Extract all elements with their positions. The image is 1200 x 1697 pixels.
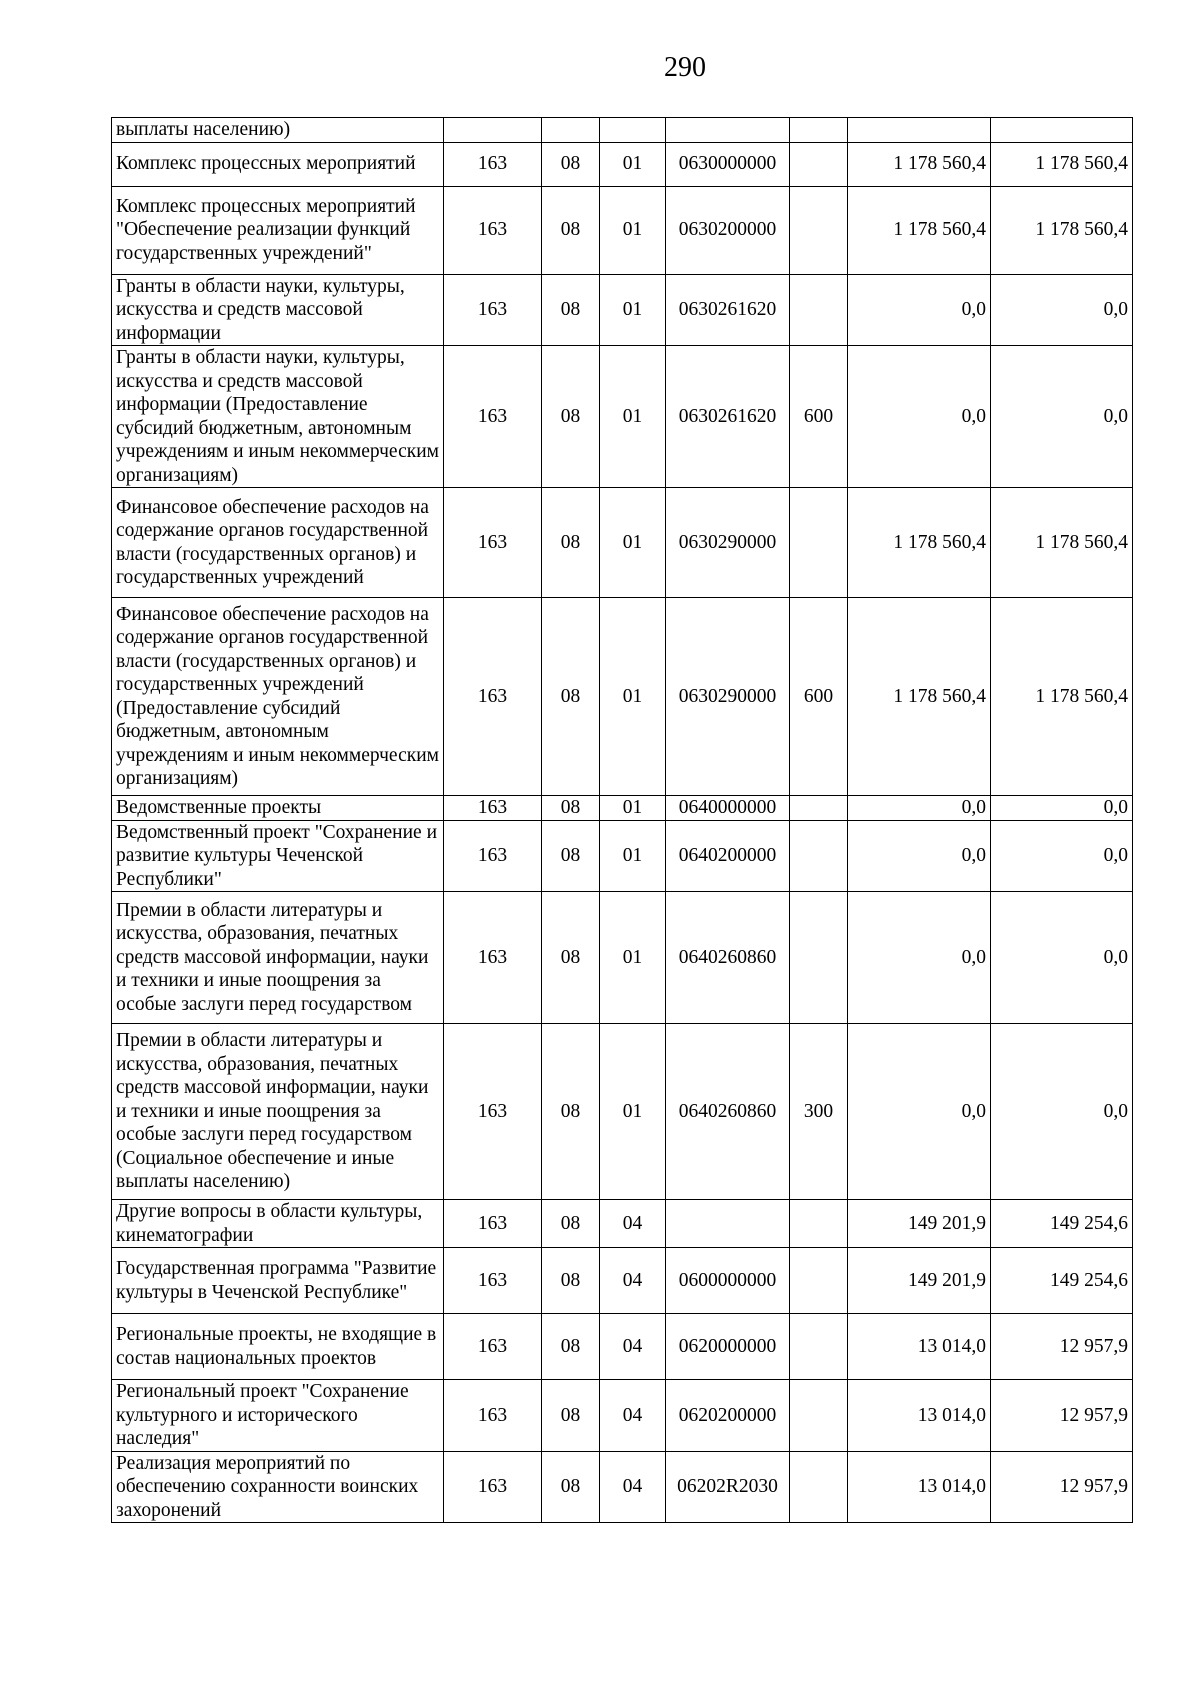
target-article-cell: 0620200000	[666, 1380, 790, 1452]
subsection-cell: 04	[600, 1200, 666, 1248]
subsection-cell: 01	[600, 820, 666, 892]
target-article-cell: 0630290000	[666, 488, 790, 598]
row-name-cell: Ведомственный проект "Сохранение и развитие культуры Чеченской Республики"	[112, 820, 444, 892]
grbs-cell: 163	[444, 1451, 542, 1523]
amount-year1-cell: 0,0	[848, 892, 991, 1024]
section-cell: 08	[542, 488, 600, 598]
amount-year1-cell: 149 201,9	[848, 1248, 991, 1314]
expense-type-cell	[790, 488, 848, 598]
table-row	[112, 1380, 1133, 1452]
section-cell: 08	[542, 1248, 600, 1314]
table-row	[112, 598, 1133, 796]
table-row	[112, 820, 1133, 892]
table-row	[112, 1451, 1133, 1523]
amount-year2-cell: 12 957,9	[991, 1451, 1133, 1523]
section-cell: 08	[542, 186, 600, 274]
expense-type-cell	[790, 796, 848, 821]
amount-year2-cell: 0,0	[991, 820, 1133, 892]
amount-year2-cell: 0,0	[991, 274, 1133, 346]
table-row	[112, 796, 1133, 821]
amount-year2-cell: 12 957,9	[991, 1380, 1133, 1452]
subsection-cell: 01	[600, 892, 666, 1024]
section-cell	[542, 118, 600, 143]
grbs-cell: 163	[444, 488, 542, 598]
amount-year2-cell: 1 178 560,4	[991, 186, 1133, 274]
table-row	[112, 346, 1133, 488]
section-cell: 08	[542, 1451, 600, 1523]
row-name-cell: Государственная программа "Развитие культуры в Чеченской Республике"	[112, 1248, 444, 1314]
amount-year1-cell: 0,0	[848, 796, 991, 821]
row-name-cell: Другие вопросы в области культуры, кинематографии	[112, 1200, 444, 1248]
budget-table	[111, 117, 1133, 1523]
row-name-cell: Финансовое обеспечение расходов на содержание органов государственной власти (государственных органов) и государственных учреждений (Предоставление субсидий бюджетным, автономным учреждениям и иным некоммерческим организациям)	[112, 598, 444, 796]
expense-type-cell	[790, 1314, 848, 1380]
grbs-cell: 163	[444, 186, 542, 274]
target-article-cell: 0630261620	[666, 346, 790, 488]
target-article-cell: 06202R2030	[666, 1451, 790, 1523]
expense-type-cell	[790, 892, 848, 1024]
target-article-cell: 0640260860	[666, 1024, 790, 1200]
subsection-cell: 01	[600, 346, 666, 488]
amount-year1-cell: 0,0	[848, 820, 991, 892]
amount-year1-cell: 13 014,0	[848, 1314, 991, 1380]
amount-year1-cell: 1 178 560,4	[848, 142, 991, 186]
target-article-cell: 0620000000	[666, 1314, 790, 1380]
subsection-cell: 01	[600, 186, 666, 274]
section-cell: 08	[542, 598, 600, 796]
row-name-cell: Региональные проекты, не входящие в состав национальных проектов	[112, 1314, 444, 1380]
subsection-cell: 04	[600, 1380, 666, 1452]
target-article-cell: 0600000000	[666, 1248, 790, 1314]
target-article-cell: 0640260860	[666, 892, 790, 1024]
target-article-cell	[666, 1200, 790, 1248]
amount-year1-cell: 13 014,0	[848, 1380, 991, 1452]
amount-year2-cell: 0,0	[991, 1024, 1133, 1200]
table-row	[112, 118, 1133, 143]
grbs-cell: 163	[444, 346, 542, 488]
subsection-cell: 01	[600, 598, 666, 796]
expense-type-cell	[790, 1248, 848, 1314]
row-name-cell: Региональный проект "Сохранение культурного и исторического наследия"	[112, 1380, 444, 1452]
amount-year2-cell	[991, 118, 1133, 143]
grbs-cell: 163	[444, 1200, 542, 1248]
table-row	[112, 1314, 1133, 1380]
expense-type-cell: 600	[790, 346, 848, 488]
expense-type-cell	[790, 118, 848, 143]
amount-year1-cell: 0,0	[848, 346, 991, 488]
target-article-cell: 0630000000	[666, 142, 790, 186]
page-number: 290	[664, 52, 706, 83]
expense-type-cell	[790, 1200, 848, 1248]
target-article-cell: 0640000000	[666, 796, 790, 821]
section-cell: 08	[542, 142, 600, 186]
row-name-cell: Реализация мероприятий по обеспечению сохранности воинских захоронений	[112, 1451, 444, 1523]
amount-year1-cell: 0,0	[848, 1024, 991, 1200]
row-name-cell: Ведомственные проекты	[112, 796, 444, 821]
amount-year2-cell: 1 178 560,4	[991, 488, 1133, 598]
amount-year2-cell: 0,0	[991, 892, 1133, 1024]
section-cell: 08	[542, 1380, 600, 1452]
subsection-cell: 01	[600, 488, 666, 598]
amount-year2-cell: 149 254,6	[991, 1248, 1133, 1314]
row-name-cell: Премии в области литературы и искусства, образования, печатных средств массовой информации, науки и техники и иные поощрения за особые заслуги перед государством	[112, 892, 444, 1024]
expense-type-cell	[790, 274, 848, 346]
target-article-cell	[666, 118, 790, 143]
table-row	[112, 1024, 1133, 1200]
grbs-cell: 163	[444, 598, 542, 796]
amount-year1-cell: 0,0	[848, 274, 991, 346]
table-row	[112, 274, 1133, 346]
expense-type-cell	[790, 820, 848, 892]
section-cell: 08	[542, 1200, 600, 1248]
amount-year2-cell: 1 178 560,4	[991, 598, 1133, 796]
subsection-cell: 01	[600, 142, 666, 186]
target-article-cell: 0630290000	[666, 598, 790, 796]
row-name-cell: Гранты в области науки, культуры, искусства и средств массовой информации	[112, 274, 444, 346]
expense-type-cell	[790, 142, 848, 186]
amount-year1-cell: 1 178 560,4	[848, 598, 991, 796]
expense-type-cell	[790, 1380, 848, 1452]
section-cell: 08	[542, 1024, 600, 1200]
expense-type-cell: 300	[790, 1024, 848, 1200]
table-row	[112, 186, 1133, 274]
subsection-cell: 01	[600, 274, 666, 346]
row-name-cell: Финансовое обеспечение расходов на содержание органов государственной власти (государственных органов) и государственных учреждений	[112, 488, 444, 598]
section-cell: 08	[542, 892, 600, 1024]
row-name-cell: выплаты населению)	[112, 118, 444, 143]
amount-year2-cell: 12 957,9	[991, 1314, 1133, 1380]
subsection-cell	[600, 118, 666, 143]
amount-year2-cell: 0,0	[991, 346, 1133, 488]
amount-year1-cell	[848, 118, 991, 143]
section-cell: 08	[542, 274, 600, 346]
subsection-cell: 04	[600, 1314, 666, 1380]
grbs-cell: 163	[444, 1380, 542, 1452]
grbs-cell: 163	[444, 820, 542, 892]
target-article-cell: 0630261620	[666, 274, 790, 346]
table-row	[112, 1200, 1133, 1248]
target-article-cell: 0640200000	[666, 820, 790, 892]
target-article-cell: 0630200000	[666, 186, 790, 274]
grbs-cell: 163	[444, 1248, 542, 1314]
grbs-cell: 163	[444, 142, 542, 186]
table-row	[112, 892, 1133, 1024]
amount-year2-cell: 0,0	[991, 796, 1133, 821]
amount-year1-cell: 1 178 560,4	[848, 488, 991, 598]
section-cell: 08	[542, 346, 600, 488]
row-name-cell: Комплекс процессных мероприятий	[112, 142, 444, 186]
table-row	[112, 142, 1133, 186]
grbs-cell: 163	[444, 1024, 542, 1200]
expense-type-cell: 600	[790, 598, 848, 796]
section-cell: 08	[542, 820, 600, 892]
amount-year2-cell: 149 254,6	[991, 1200, 1133, 1248]
amount-year1-cell: 149 201,9	[848, 1200, 991, 1248]
subsection-cell: 04	[600, 1248, 666, 1314]
grbs-cell: 163	[444, 1314, 542, 1380]
grbs-cell: 163	[444, 892, 542, 1024]
expense-type-cell	[790, 1451, 848, 1523]
row-name-cell: Премии в области литературы и искусства, образования, печатных средств массовой информации, науки и техники и иные поощрения за особые заслуги перед государством (Социальное обеспечение и иные выплаты населению)	[112, 1024, 444, 1200]
amount-year1-cell: 1 178 560,4	[848, 186, 991, 274]
section-cell: 08	[542, 796, 600, 821]
subsection-cell: 01	[600, 796, 666, 821]
table-body	[112, 118, 1133, 1523]
grbs-cell: 163	[444, 796, 542, 821]
table-row	[112, 1248, 1133, 1314]
expense-type-cell	[790, 186, 848, 274]
section-cell: 08	[542, 1314, 600, 1380]
row-name-cell: Гранты в области науки, культуры, искусства и средств массовой информации (Предоставление субсидий бюджетным, автономным учреждениям и иным некоммерческим организациям)	[112, 346, 444, 488]
table-row	[112, 488, 1133, 598]
row-name-cell: Комплекс процессных мероприятий "Обеспечение реализации функций государственных учреждений"	[112, 186, 444, 274]
subsection-cell: 01	[600, 1024, 666, 1200]
amount-year1-cell: 13 014,0	[848, 1451, 991, 1523]
amount-year2-cell: 1 178 560,4	[991, 142, 1133, 186]
grbs-cell	[444, 118, 542, 143]
subsection-cell: 04	[600, 1451, 666, 1523]
grbs-cell: 163	[444, 274, 542, 346]
